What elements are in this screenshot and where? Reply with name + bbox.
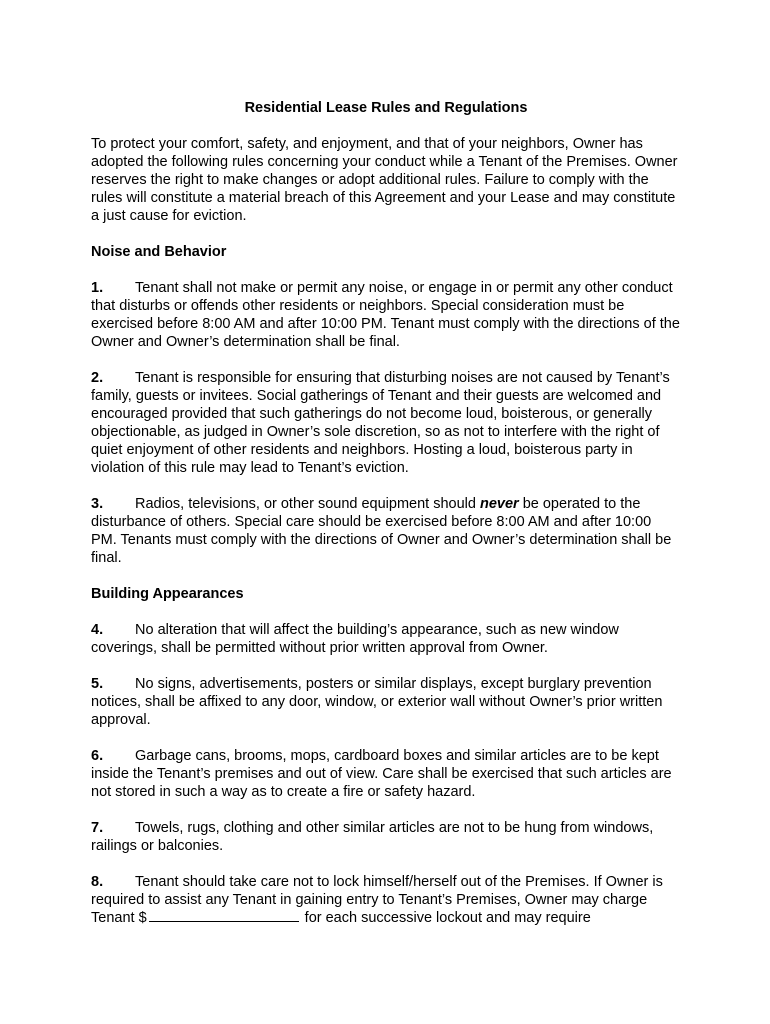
- rule-1: [91, 279, 681, 351]
- rule-text: Tenant is responsible for ensuring that disturbing noises are not caused by Tenant’s family, guests or invitees. Social gatherings of Tenant and their guests are welcomed and encouraged provided that such gatherings do not become loud, boisterous, or generally objectionable, as judged in Owner’s sole discretion, so as not to interfere with the right of quiet enjoyment of other residents and neighbors. Hosting a loud, boisterous party in violation of this rule may lead to Tenant’s eviction.: [91, 370, 670, 476]
- rule-7: [91, 819, 681, 855]
- section-heading-noise: Noise and Behavior: [91, 244, 227, 260]
- rule-text-before: Tenant should take care not to lock himself/herself out of the Premises. If Owner is required to assist any Tenant in gaining entry to Tenant’s Premises, Owner may charge Tenant $: [91, 874, 663, 926]
- rule-text-after: be operated to the disturbance of others. Special care should be exercised before 8:00 AM and after 10:00 PM. Tenants must comply with the directions of Owner and Owner’s determination shall be final.: [91, 496, 672, 566]
- rule-number: 4.: [91, 622, 104, 638]
- rule-number: 3.: [91, 496, 104, 512]
- section-heading-building: Building Appearances: [91, 586, 244, 602]
- rule-2: [91, 369, 681, 477]
- rule-number: 6.: [91, 748, 104, 764]
- rule-text: No alteration that will affect the building’s appearance, such as new window coverings, shall be permitted without prior written approval from Owner.: [91, 622, 619, 656]
- rule-3: [91, 495, 681, 567]
- rule-8: [91, 873, 681, 927]
- rule-text-before: Radios, televisions, or other sound equipment should: [135, 496, 480, 512]
- rule-text: Towels, rugs, clothing and other similar articles are not to be hung from windows, railings or balconies.: [91, 820, 654, 854]
- rule-5: [91, 675, 681, 729]
- rule-4: [91, 621, 681, 657]
- rule-6: [91, 747, 681, 801]
- rule-text-after: for each successive lockout and may require: [300, 910, 591, 926]
- rule-number: 7.: [91, 820, 104, 836]
- rule-text: Garbage cans, brooms, mops, cardboard boxes and similar articles are to be kept inside the Tenant’s premises and out of view. Care shall be exercised that such articles are not stored in such a way as to create a fire or safety hazard.: [91, 748, 672, 800]
- rule-number: 5.: [91, 676, 104, 692]
- rule-number: 2.: [91, 370, 104, 386]
- rule-number: 1.: [91, 280, 104, 296]
- rule-text: Tenant shall not make or permit any noise, or engage in or permit any other conduct that disturbs or offends other residents or neighbors. Special consideration must be exercised before 8:00 AM and after 10:00 PM. Tenant must comply with the directions of the Owner and Owner’s determination shall be final.: [91, 280, 680, 350]
- document-page: [91, 99, 681, 945]
- document-title: Residential Lease Rules and Regulations: [244, 100, 528, 116]
- rule-text: No signs, advertisements, posters or similar displays, except burglary prevention notices, shall be affixed to any door, window, or exterior wall without Owner’s prior written approval.: [91, 676, 663, 728]
- rule-number: 8.: [91, 874, 104, 890]
- intro-paragraph: To protect your comfort, safety, and enjoyment, and that of your neighbors, Owner has adopted the following rules concerning your conduct while a Tenant of the Premises. Owner reserves the right to make changes or adopt additional rules. Failure to comply with the rules will constitute a material breach of this Agreement and your Lease and may constitute a just cause for eviction.: [91, 136, 678, 224]
- rule-emphasis: never: [479, 496, 519, 512]
- lockout-fee-blank[interactable]: [149, 909, 299, 922]
